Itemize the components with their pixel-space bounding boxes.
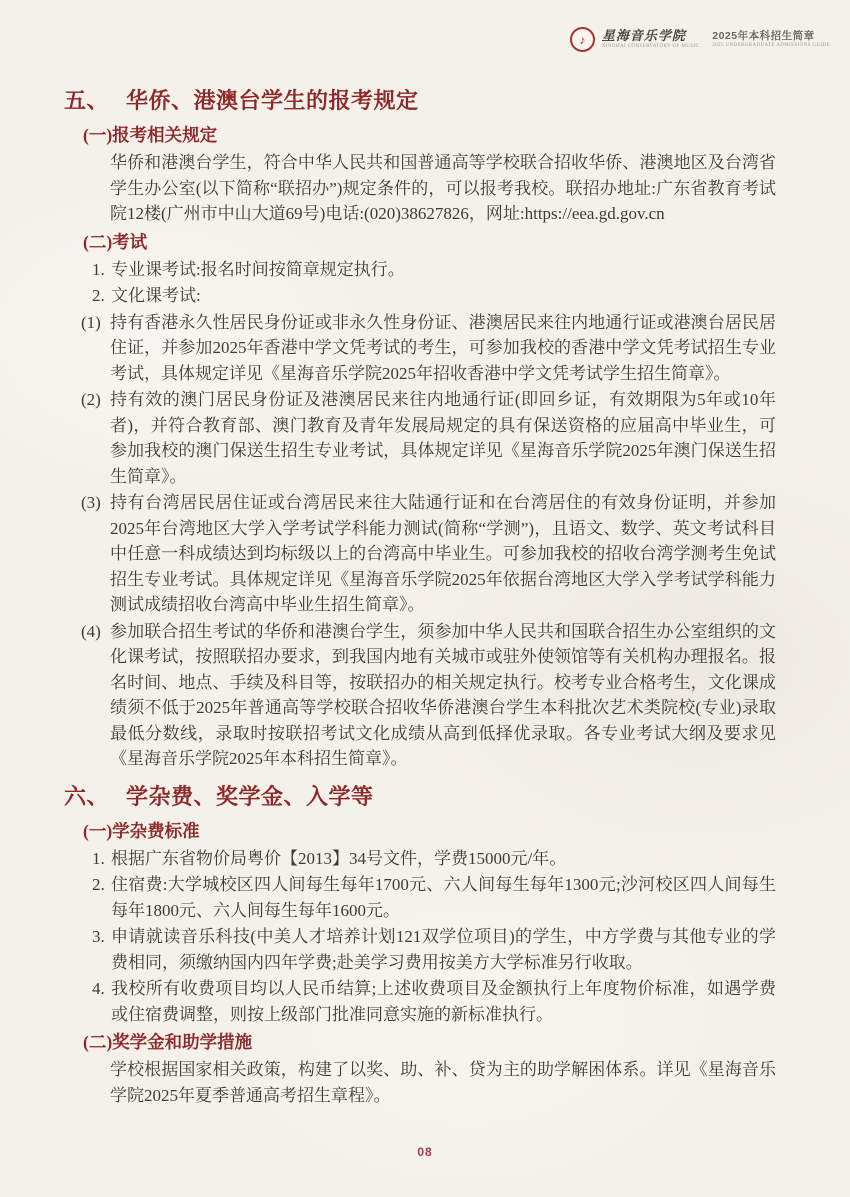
item-marker: (4) <box>81 621 101 641</box>
list-item <box>92 846 776 872</box>
section-heading <box>64 782 776 812</box>
subsection-title: 考试 <box>112 231 148 252</box>
item-text: 我校所有收费项目均以人民币结算;上述收费项目及金额执行上年度物价标准，如遇学费或住宿费调整，则按上级部门批准同意实施的新标准执行。 <box>111 979 776 1024</box>
item-text: 文化课考试: <box>111 286 201 305</box>
section-title: 华侨、港澳台学生的报考规定 <box>126 88 419 113</box>
school-name-cn: 星海音乐学院 <box>601 28 686 44</box>
item-text: 持有台湾居民居住证或台湾居民来往大陆通行证和在台湾居住的有效身份证明，并参加2025年台湾地区大学入学考试学科能力测试(简称“学测”)，且语文、数学、英文考试科目中任意一科成绩达到均标级以上的台湾高中毕业生。可参加我校的招收台湾学测考生免试招生专业考试。具体规定详见《星海音乐学院2025年依据台湾地区大学入学考试学科能力测试成绩招收台湾高中毕业生招生简章》。 <box>110 493 776 614</box>
section-heading <box>64 86 776 116</box>
list-item <box>81 619 776 772</box>
item-text: 持有效的澳门居民身份证及港澳居民来往内地通行证(即回乡证，有效期限为5年或10年者)，并符合教育部、澳门教育及青年发展局规定的具有保送资格的应届高中毕业生，可参加我校的澳门保送生招生专业考试，具体规定详见《星海音乐学院2025年澳门保送生招生简章》。 <box>110 390 776 486</box>
item-text: 专业课考试:报名时间按简章规定执行。 <box>111 259 405 279</box>
item-marker: 2. <box>92 286 105 305</box>
page-number: 08 <box>417 1145 433 1159</box>
section-number: 六、 <box>64 783 110 809</box>
item-text: 申请就读音乐科技(中美人才培养计划121双学位项目)的学生，中方学费与其他专业的学费相同，须缴纳国内四年学费;赴美学习费用按美方大学标准另行收取。 <box>111 927 776 972</box>
item-text: 持有香港永久性居民身份证或非永久性身份证、港澳居民来往内地通行证或港澳台居民居住证，并参加2025年香港中学文凭考试的考生，可参加我校的香港中学文凭考试招生专业考试，具体规定详见《星海音乐学院2025年招收香港中学文凭考试学生招生简章》。 <box>110 312 776 383</box>
doc-title-block <box>712 30 830 48</box>
paragraph-text: 华侨和港澳台学生，符合中华人民共和国普通高等学校联合招收华侨、港澳地区及台湾省学生办公室(以下简称“联招办”)规定条件的，可以报考我校。联招办地址:广东省教育考试院12楼(广州市中山大道69号)电话:(020)38627826，网址:https://eea.gd.gov.cn <box>110 153 776 223</box>
item-text: 参加联合招生考试的华侨和港澳台学生，须参加中华人民共和国联合招生办公室组织的文化课考试，按照联招办要求，到我国内地有关城市或驻外使领馆等有关机构办理报名。报名时间、地点、手续及科目等，按联招办的相关规定执行。校考专业合格考生，文化课成绩须不低于2025年普通高等学校联合招收华侨港澳台学生本科批次艺术类院校(专业)录取最低分数线，录取时按联招考试文化成绩从高到低择优录取。各专业考试大纲及要求见《星海音乐学院2025年本科招生简章》。 <box>110 621 776 768</box>
doc-title-en: 2025 UNDERGRADUATE ADMISSIONS GUIDE <box>712 42 830 48</box>
subsection-heading <box>83 818 776 844</box>
item-text: 根据广东省物价局粤价【2013】34号文件，学费15000元/年。 <box>111 848 567 868</box>
section-title: 学杂费、奖学金、入学等 <box>126 783 374 809</box>
subsection-label: (一) <box>83 820 113 841</box>
item-marker: 4. <box>92 979 105 998</box>
doc-title-cn: 2025年本科招生简章 <box>712 30 815 43</box>
list-item <box>92 257 776 283</box>
subsection-heading <box>83 122 776 148</box>
list-item <box>92 283 776 309</box>
item-marker: 2. <box>92 875 105 894</box>
page-header <box>570 27 830 52</box>
list-item <box>92 924 776 975</box>
page-footer <box>0 1143 850 1161</box>
list-item <box>81 387 776 489</box>
item-text: 住宿费:大学城校区四人间每生每年1700元、六人间每生每年1300元;沙河校区四人间每生每年1800元、六人间每生每年1600元。 <box>111 875 776 920</box>
item-marker: (3) <box>81 493 101 512</box>
item-marker: 1. <box>92 259 105 279</box>
school-seal-icon: ♪ <box>570 27 595 52</box>
section-number: 五、 <box>64 88 110 113</box>
document-body <box>64 86 776 1109</box>
subsection-heading <box>83 1029 776 1055</box>
school-name-block <box>602 29 699 49</box>
subsection-heading <box>83 229 776 255</box>
subsection-title: 奖学金和助学措施 <box>112 1032 253 1052</box>
school-name-en: XINGHAI CONSERVATORY OF MUSIC <box>601 43 700 49</box>
item-marker: 3. <box>92 927 105 946</box>
subsection-label: (一) <box>83 125 113 145</box>
subsection-title: 报考相关规定 <box>112 125 218 145</box>
item-marker: (2) <box>81 390 101 409</box>
list-item <box>81 490 776 618</box>
list-item <box>92 976 776 1027</box>
subsection-label: (二) <box>83 1032 113 1052</box>
subsection-label: (二) <box>83 231 113 252</box>
paragraph <box>110 150 776 227</box>
item-marker: 1. <box>92 848 105 868</box>
section-gap <box>64 773 776 782</box>
paragraph-text: 学校根据国家相关政策，构建了以奖、助、补、贷为主的助学解困体系。详见《星海音乐学院2025年夏季普通高考招生章程》。 <box>110 1060 776 1105</box>
item-marker: (1) <box>81 312 101 332</box>
list-item <box>92 872 776 923</box>
list-item <box>81 310 776 387</box>
paragraph <box>110 1057 776 1108</box>
subsection-title: 学杂费标准 <box>112 820 200 841</box>
